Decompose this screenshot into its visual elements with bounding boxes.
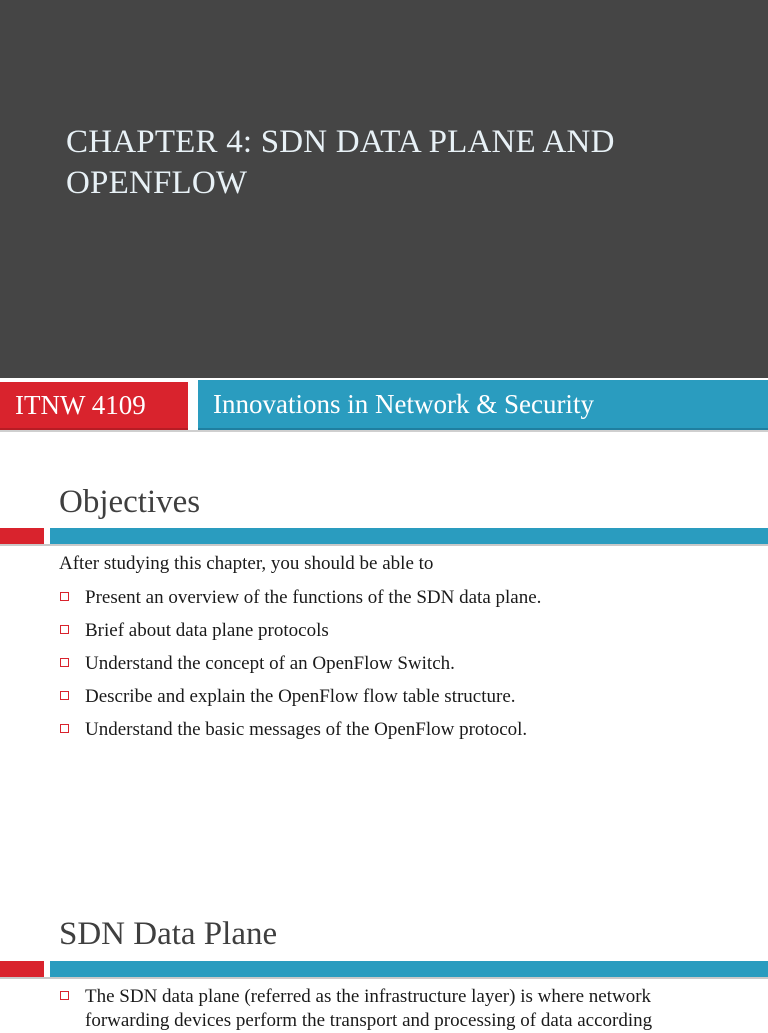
sdn-data-plane-heading: SDN Data Plane	[59, 916, 278, 952]
objective-text: Describe and explain the OpenFlow flow table structure.	[85, 686, 516, 707]
data-plane-text: The SDN data plane (referred as the infrastructure layer) is where network forwarding devices perform the transport and processing of data according	[85, 986, 653, 1031]
list-item	[59, 619, 739, 652]
accent-red-segment	[0, 961, 44, 977]
hollow-square-bullet-icon	[60, 592, 69, 601]
list-item	[59, 685, 739, 718]
objective-text: Understand the concept of an OpenFlow Switch.	[85, 653, 455, 674]
sdn-data-plane-list	[59, 985, 739, 1033]
hollow-square-bullet-icon	[60, 724, 69, 733]
list-item	[59, 652, 739, 685]
slide-divider	[0, 430, 768, 432]
accent-shadow	[0, 977, 768, 979]
course-name-label: Innovations in Network & Security	[198, 380, 768, 428]
accent-blue-segment	[50, 961, 768, 977]
course-bar	[0, 378, 768, 434]
accent-blue-segment	[50, 528, 768, 544]
hollow-square-bullet-icon	[60, 991, 69, 1000]
list-item	[59, 586, 739, 619]
objectives-heading: Objectives	[59, 484, 201, 520]
accent-shadow	[0, 544, 768, 546]
list-item	[59, 985, 739, 1033]
objective-text: Present an overview of the functions of the SDN data plane.	[85, 587, 542, 608]
list-item	[59, 718, 739, 751]
objective-text: Brief about data plane protocols	[85, 620, 329, 641]
objectives-accent-bar	[0, 528, 768, 546]
objectives-list	[59, 586, 739, 751]
course-code-label: ITNW 4109	[0, 382, 188, 428]
accent-red-segment	[0, 528, 44, 544]
hollow-square-bullet-icon	[60, 691, 69, 700]
hollow-square-bullet-icon	[60, 625, 69, 634]
hollow-square-bullet-icon	[60, 658, 69, 667]
objective-text: Understand the basic messages of the OpenFlow protocol.	[85, 719, 528, 740]
sdn-data-plane-accent-bar	[0, 961, 768, 979]
chapter-title: CHAPTER 4: SDN DATA PLANE AND OPENFLOW	[66, 124, 615, 201]
title-slide	[0, 0, 768, 378]
objectives-intro: After studying this chapter, you should be able to	[59, 553, 434, 574]
